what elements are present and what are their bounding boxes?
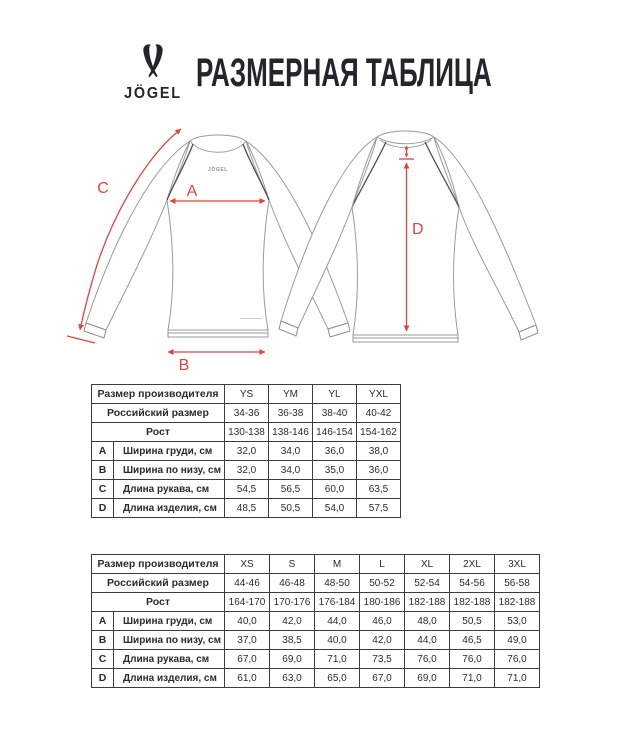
measure-value: 38,5 — [270, 631, 315, 650]
header-row — [92, 555, 540, 574]
size-value: YL — [313, 385, 357, 404]
size-value: 180-186 — [360, 593, 405, 612]
row-label: Российский размер — [92, 404, 225, 423]
measure-value: 34,0 — [269, 461, 313, 480]
size-value: 36-38 — [269, 404, 313, 423]
measure-value: 65,0 — [315, 669, 360, 688]
measure-letter: A — [92, 442, 114, 461]
measure-label: Длина изделия, см — [114, 499, 225, 518]
size-table-adult — [91, 554, 540, 688]
measure-value: 50,5 — [450, 612, 495, 631]
garment-measure-diagram — [0, 115, 624, 377]
measure-letter: A — [92, 612, 114, 631]
measure-value: 57,5 — [357, 499, 401, 518]
size-value: 130-138 — [225, 423, 269, 442]
measure-label: Ширина по низу, см — [114, 461, 225, 480]
size-value: YM — [269, 385, 313, 404]
size-value: YXL — [357, 385, 401, 404]
size-value: 48-50 — [315, 574, 360, 593]
measure-letter: C — [92, 480, 114, 499]
size-value: 52-54 — [405, 574, 450, 593]
measure-value: 44,0 — [315, 612, 360, 631]
measure-value: 60,0 — [313, 480, 357, 499]
measure-value: 35,0 — [313, 461, 357, 480]
measure-row — [92, 650, 540, 669]
measure-value: 69,0 — [270, 650, 315, 669]
back-body — [352, 131, 459, 342]
measure-value: 71,0 — [315, 650, 360, 669]
measure-value: 46,5 — [450, 631, 495, 650]
size-value: 146-154 — [313, 423, 357, 442]
size-value: 182-188 — [495, 593, 540, 612]
measure-value: 34,0 — [269, 442, 313, 461]
row-label: Размер производителя — [92, 385, 225, 404]
header-row — [92, 574, 540, 593]
row-label: Рост — [92, 423, 225, 442]
shirt-back-view — [352, 131, 538, 342]
brand-wordmark: JÖGEL — [124, 85, 182, 102]
size-value: 50-52 — [360, 574, 405, 593]
measure-value: 76,0 — [495, 650, 540, 669]
hem-print-mark — [240, 318, 262, 319]
row-label: Размер производителя — [92, 555, 225, 574]
measure-label: Длина рукава, см — [114, 480, 225, 499]
size-value: 182-188 — [450, 593, 495, 612]
measure-value: 48,0 — [405, 612, 450, 631]
brand-logo — [118, 42, 188, 103]
size-value: 38-40 — [313, 404, 357, 423]
measure-value: 46,0 — [360, 612, 405, 631]
size-value: 40-42 — [357, 404, 401, 423]
measure-value: 44,0 — [405, 631, 450, 650]
measure-value: 32,0 — [225, 461, 269, 480]
measure-value: 49,0 — [495, 631, 540, 650]
measure-label-c: C — [97, 180, 109, 197]
measure-value: 42,0 — [270, 612, 315, 631]
measure-value: 67,0 — [360, 669, 405, 688]
measure-value: 61,0 — [225, 669, 270, 688]
size-value: 154-162 — [357, 423, 401, 442]
row-label: Российский размер — [92, 574, 225, 593]
measure-label-a: A — [186, 183, 198, 200]
measure-value: 76,0 — [450, 650, 495, 669]
measure-letter: B — [92, 631, 114, 650]
row-label: Рост — [92, 593, 225, 612]
measure-label: Длина изделия, см — [114, 669, 225, 688]
size-value: 44-46 — [225, 574, 270, 593]
size-value: XS — [225, 555, 270, 574]
size-table-youth — [91, 384, 401, 518]
measure-row — [92, 442, 401, 461]
size-value: 56-58 — [495, 574, 540, 593]
size-value: 2XL — [450, 555, 495, 574]
size-value: XL — [405, 555, 450, 574]
measure-value: 67,0 — [225, 650, 270, 669]
measure-label-b: B — [178, 357, 190, 374]
measure-value: 53,0 — [495, 612, 540, 631]
size-value: 170-176 — [270, 593, 315, 612]
measure-row — [92, 612, 540, 631]
measure-value: 32,0 — [225, 442, 269, 461]
measure-label: Ширина груди, см — [114, 612, 225, 631]
measure-row — [92, 631, 540, 650]
measure-row — [92, 499, 401, 518]
measure-value: 50,5 — [269, 499, 313, 518]
measure-value: 38,0 — [357, 442, 401, 461]
measure-value: 37,0 — [225, 631, 270, 650]
measure-label-d: D — [412, 221, 424, 238]
size-value: 34-36 — [225, 404, 269, 423]
size-value: 182-188 — [405, 593, 450, 612]
header-row — [92, 385, 401, 404]
size-value: 54-56 — [450, 574, 495, 593]
measure-arrow-c-tick — [67, 336, 95, 343]
size-value: 164-170 — [225, 593, 270, 612]
measure-value: 76,0 — [405, 650, 450, 669]
measure-value: 36,0 — [313, 442, 357, 461]
page-title: РАЗМЕРНАЯ ТАБЛИЦА — [196, 51, 492, 95]
size-value: M — [315, 555, 360, 574]
measure-value: 71,0 — [450, 669, 495, 688]
measure-letter: C — [92, 650, 114, 669]
measure-value: 54,5 — [225, 480, 269, 499]
header-row — [92, 404, 401, 423]
measure-value: 36,0 — [357, 461, 401, 480]
measure-value: 73,5 — [360, 650, 405, 669]
measure-letter: D — [92, 669, 114, 688]
size-value: 176-184 — [315, 593, 360, 612]
front-body — [167, 135, 269, 337]
size-value: 138-146 — [269, 423, 313, 442]
measure-value: 54,0 — [313, 499, 357, 518]
measure-label: Ширина груди, см — [114, 442, 225, 461]
shirt-front-view — [84, 135, 350, 338]
size-value: L — [360, 555, 405, 574]
measure-value: 63,5 — [357, 480, 401, 499]
measure-value: 69,0 — [405, 669, 450, 688]
measure-value: 42,0 — [360, 631, 405, 650]
size-value: YS — [225, 385, 269, 404]
measure-row — [92, 669, 540, 688]
measure-value: 40,0 — [225, 612, 270, 631]
measure-value: 56,5 — [269, 480, 313, 499]
measure-row — [92, 461, 401, 480]
size-value: S — [270, 555, 315, 574]
measure-letter: D — [92, 499, 114, 518]
measure-letter: B — [92, 461, 114, 480]
size-value: 3XL — [495, 555, 540, 574]
measure-value: 40,0 — [315, 631, 360, 650]
measure-row — [92, 480, 401, 499]
measure-value: 48,5 — [225, 499, 269, 518]
header-row — [92, 593, 540, 612]
measure-value: 71,0 — [495, 669, 540, 688]
measure-label: Длина рукава, см — [114, 650, 225, 669]
measure-value: 63,0 — [270, 669, 315, 688]
header-row — [92, 423, 401, 442]
size-value: 46-48 — [270, 574, 315, 593]
chest-logo-text: JÖGEL — [208, 167, 228, 173]
jogel-logo-icon — [137, 42, 169, 82]
measure-label: Ширина по низу, см — [114, 631, 225, 650]
